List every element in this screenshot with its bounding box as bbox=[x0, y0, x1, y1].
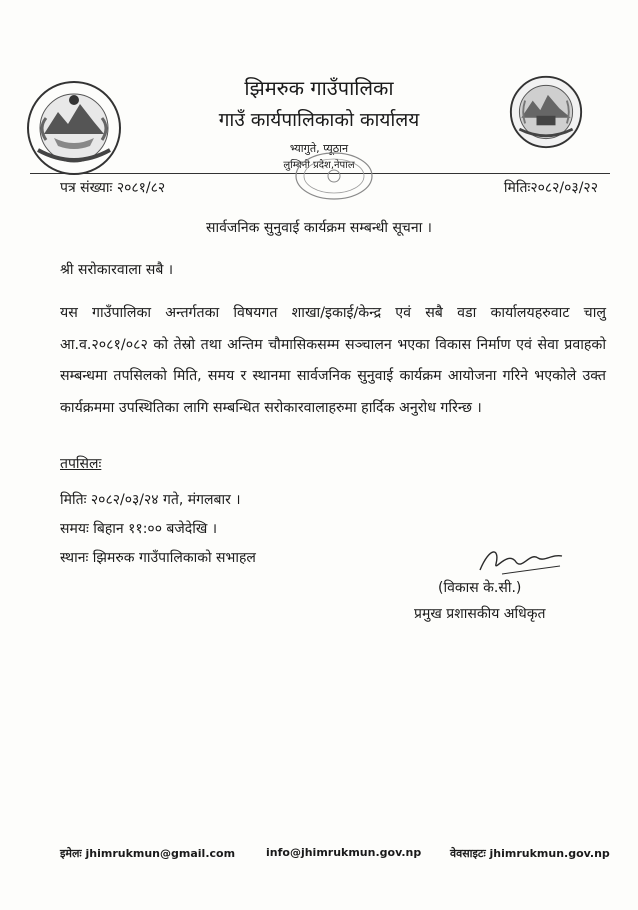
municipality-title: झिमरुक गाउँपालिका bbox=[244, 76, 394, 100]
footer-website[interactable]: वेवसाइटः jhimrukmun.gov.np bbox=[450, 847, 610, 860]
date-value: २०८२/०३/२२ bbox=[530, 180, 598, 196]
details-date: मितिः २०८२/०३/२४ गते, मंगलबार । bbox=[60, 492, 241, 508]
details-venue: स्थानः झिमरुक गाउँपालिकाको सभाहल bbox=[60, 550, 256, 566]
office-subtitle: गाउँ कार्यपालिकाको कार्यालय bbox=[218, 109, 420, 131]
signatory-title: प्रमुख प्रशासकीय अधिकृत bbox=[414, 606, 546, 622]
details-time: समयः बिहान ११:०० बजेदेखि । bbox=[60, 521, 218, 537]
footer-email[interactable]: इमेलः jhimrukmun@gmail.com bbox=[60, 847, 236, 860]
office-province: लुम्बिनी प्रदेश,नेपाल bbox=[283, 160, 355, 171]
signatory-name: (विकास के.सी.) bbox=[438, 580, 522, 596]
footer-email-info[interactable]: info@jhimrukmun.gov.np bbox=[266, 846, 422, 859]
date-label: मितिः bbox=[503, 180, 531, 196]
office-location: भ्यागुते, प्यूठान bbox=[289, 142, 349, 155]
reference-number bbox=[60, 178, 165, 197]
subject-line: सार्वजनिक सुनुवाई कार्यक्रम सम्बन्धी सूचना । bbox=[206, 220, 432, 236]
body-paragraph: यस गाउँपालिका अन्तर्गतका विषयगत शाखा/इकाई/केन्द्र एवं सबै वडा कार्यालयहरुवाट चालु आ.व.२०८१/०८२ को तेस्रो तथा अन्तिम चौमासिकसम्म सञ्चालन भएका विकास निर्माण एवं सेवा प्रवाहको सम्बन्धमा तपसिलको मिति, समय र स्थानमा सार्वजनिक सुनुवाई कार्यक्रम आयोजना गरिने भएकोले उक्त कार्यक्रममा उपस्थितिका लागि सम्बन्धित सरोकारवालाहरुमा हार्दिक अनुरोध गरिन्छ । bbox=[60, 305, 606, 416]
details-heading: तपसिलः bbox=[60, 456, 102, 472]
letter-date bbox=[504, 178, 598, 197]
reference-label: पत्र संख्याः bbox=[60, 180, 113, 196]
reference-value: २०८१/८२ bbox=[116, 180, 166, 196]
office-stamp-icon bbox=[292, 150, 376, 202]
signature-icon bbox=[472, 540, 568, 580]
salutation: श्री सरोकारवाला सबै । bbox=[60, 262, 174, 278]
